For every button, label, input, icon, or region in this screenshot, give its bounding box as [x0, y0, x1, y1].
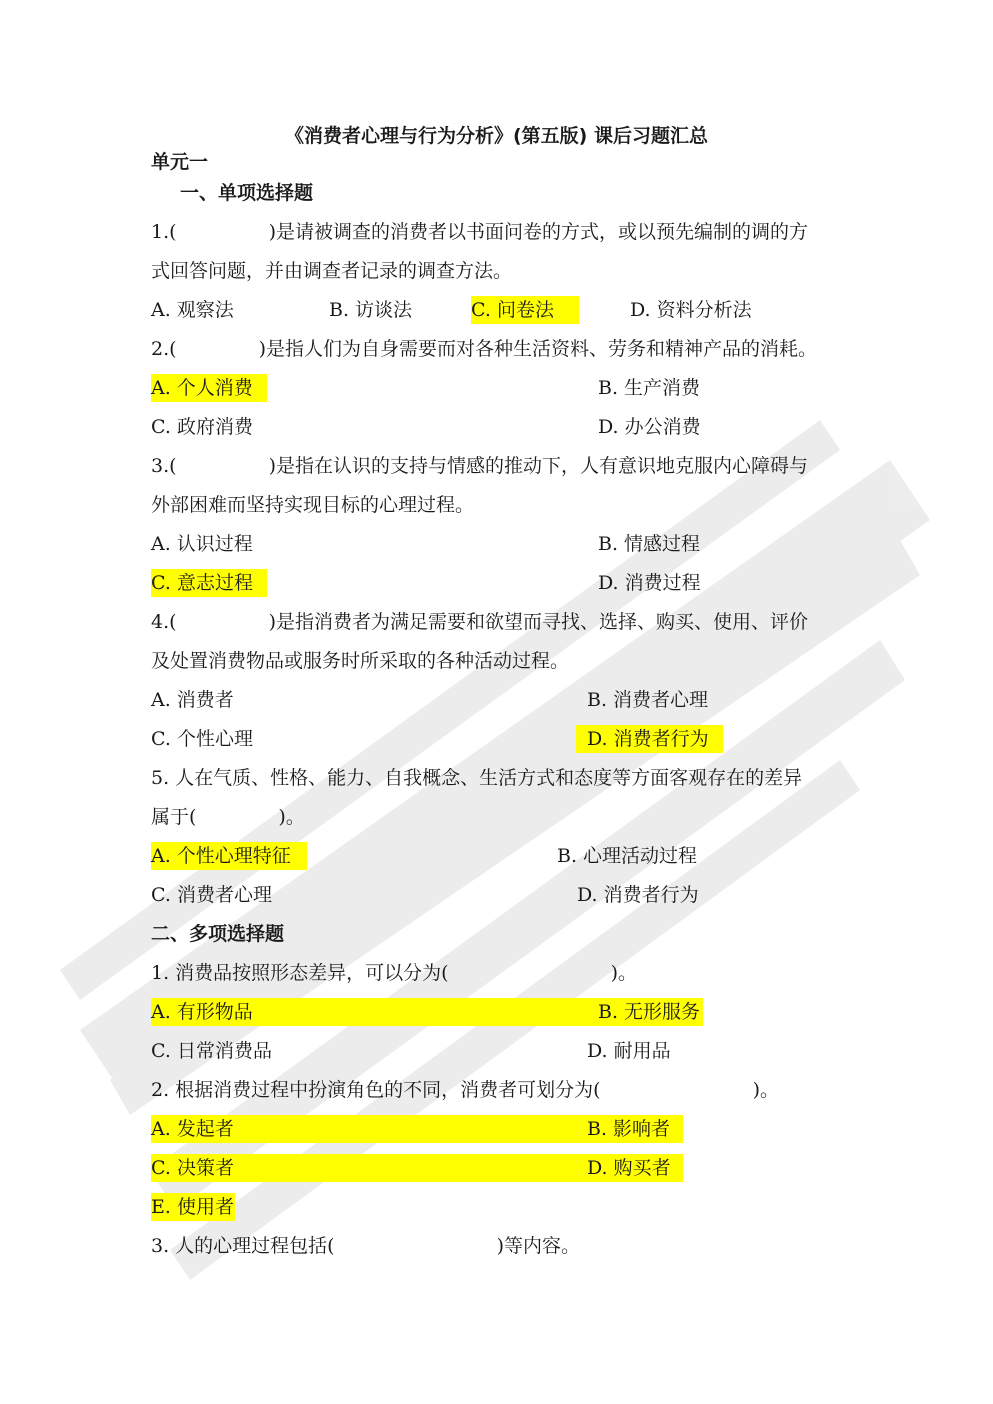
blank-open: (: [169, 611, 177, 633]
question-4: [151, 610, 808, 634]
option-a: A. 消费者: [151, 689, 234, 711]
question-text: 是请被调查的消费者以书面问卷的方式，或以预先编制的调的方: [275, 221, 808, 243]
option-d: D. 办公消费: [598, 416, 701, 438]
question-4-cont: 及处置消费物品或服务时所采取的各种活动过程。: [151, 650, 570, 672]
option-a-answer: A. 个性心理特征: [151, 842, 307, 870]
blank-open: (: [169, 221, 177, 243]
option-c-answer: C. 意志过程: [151, 569, 267, 597]
question-text: 是指在认识的支持与情感的推动下，人有意识地克服内心障碍与: [275, 455, 808, 477]
unit-heading: 单元一: [151, 151, 209, 173]
option-c: C. 日常消费品: [151, 1040, 272, 1062]
blank-close: ): [268, 455, 276, 477]
option-d: D. 资料分析法: [630, 299, 752, 321]
option-a-answer: A. 个人消费: [151, 374, 267, 402]
option-d: D. 耐用品: [587, 1040, 671, 1062]
option-c: C. 个性心理: [151, 728, 253, 750]
question-text-end: )。: [752, 1079, 780, 1101]
question-text: 1. 消费品按照形态差异，可以分为(: [151, 962, 449, 984]
blank-open: (: [169, 455, 177, 477]
option-a-label: A. 有形物品: [151, 1001, 253, 1023]
option-b: B. 访谈法: [329, 299, 413, 321]
section-single-choice: 一、单项选择题: [180, 182, 314, 204]
option-d: D. 消费者行为: [577, 884, 699, 906]
blank-close: ): [258, 338, 266, 360]
document-title: 《消费者心理与行为分析》(第五版) 课后习题汇总: [285, 125, 708, 147]
multi-question-3: [151, 1234, 580, 1258]
question-number: 2.: [151, 338, 170, 360]
question-3: [151, 454, 808, 478]
option-a: A. 观察法: [151, 299, 234, 321]
option-d-answer: D. 购买者: [587, 1157, 671, 1179]
question-5-cont: [151, 805, 305, 829]
question-text-end: )。: [610, 962, 638, 984]
blank-close: ): [268, 611, 276, 633]
section-multiple-choice: 二、多项选择题: [151, 923, 285, 945]
option-e-answer: E. 使用者: [151, 1193, 235, 1221]
multi-question-1: [151, 961, 637, 985]
question-number: 3.: [151, 455, 170, 477]
question-1: [151, 220, 808, 244]
question-5: 5. 人在气质、性格、能力、自我概念、生活方式和态度等方面客观存在的差异: [151, 767, 803, 789]
multi-question-2: [151, 1078, 779, 1102]
question-1-cont: 式回答问题，并由调查者记录的调查方法。: [151, 260, 513, 282]
blank-open: (: [169, 338, 177, 360]
option-b: B. 消费者心理: [587, 689, 709, 711]
option-c: C. 消费者心理: [151, 884, 272, 906]
question-number: 1.: [151, 221, 170, 243]
blank-close: ): [268, 221, 276, 243]
option-b: B. 生产消费: [598, 377, 701, 399]
question-text: 3. 人的心理过程包括(: [151, 1235, 335, 1257]
option-b-answer: B. 影响者: [587, 1118, 671, 1140]
option-b-answer: B. 无形服务: [598, 1001, 701, 1023]
option-c-label: C. 决策者: [151, 1157, 234, 1179]
question-text: 是指人们为自身需要而对各种生活资料、劳务和精神产品的消耗。: [265, 338, 817, 360]
option-d-answer: D. 消费者行为: [576, 725, 723, 753]
option-b: B. 情感过程: [598, 533, 701, 555]
question-text-end: )等内容。: [496, 1235, 581, 1257]
option-c: C. 政府消费: [151, 416, 253, 438]
question-2: [151, 337, 817, 361]
option-c-answer: C. 问卷法: [471, 296, 579, 324]
option-a: A. 认识过程: [151, 533, 253, 555]
question-text: 属于(: [151, 806, 197, 828]
question-text: 是指消费者为满足需要和欲望而寻找、选择、购买、使用、评价: [275, 611, 808, 633]
question-text-end: )。: [278, 806, 305, 828]
option-d: D. 消费过程: [598, 572, 701, 594]
option-b: B. 心理活动过程: [557, 845, 698, 867]
question-number: 4.: [151, 611, 170, 633]
option-a-label: A. 发起者: [151, 1118, 234, 1140]
question-3-cont: 外部困难而坚持实现目标的心理过程。: [151, 494, 475, 516]
question-text: 2. 根据消费过程中扮演角色的不同，消费者可划分为(: [151, 1079, 601, 1101]
